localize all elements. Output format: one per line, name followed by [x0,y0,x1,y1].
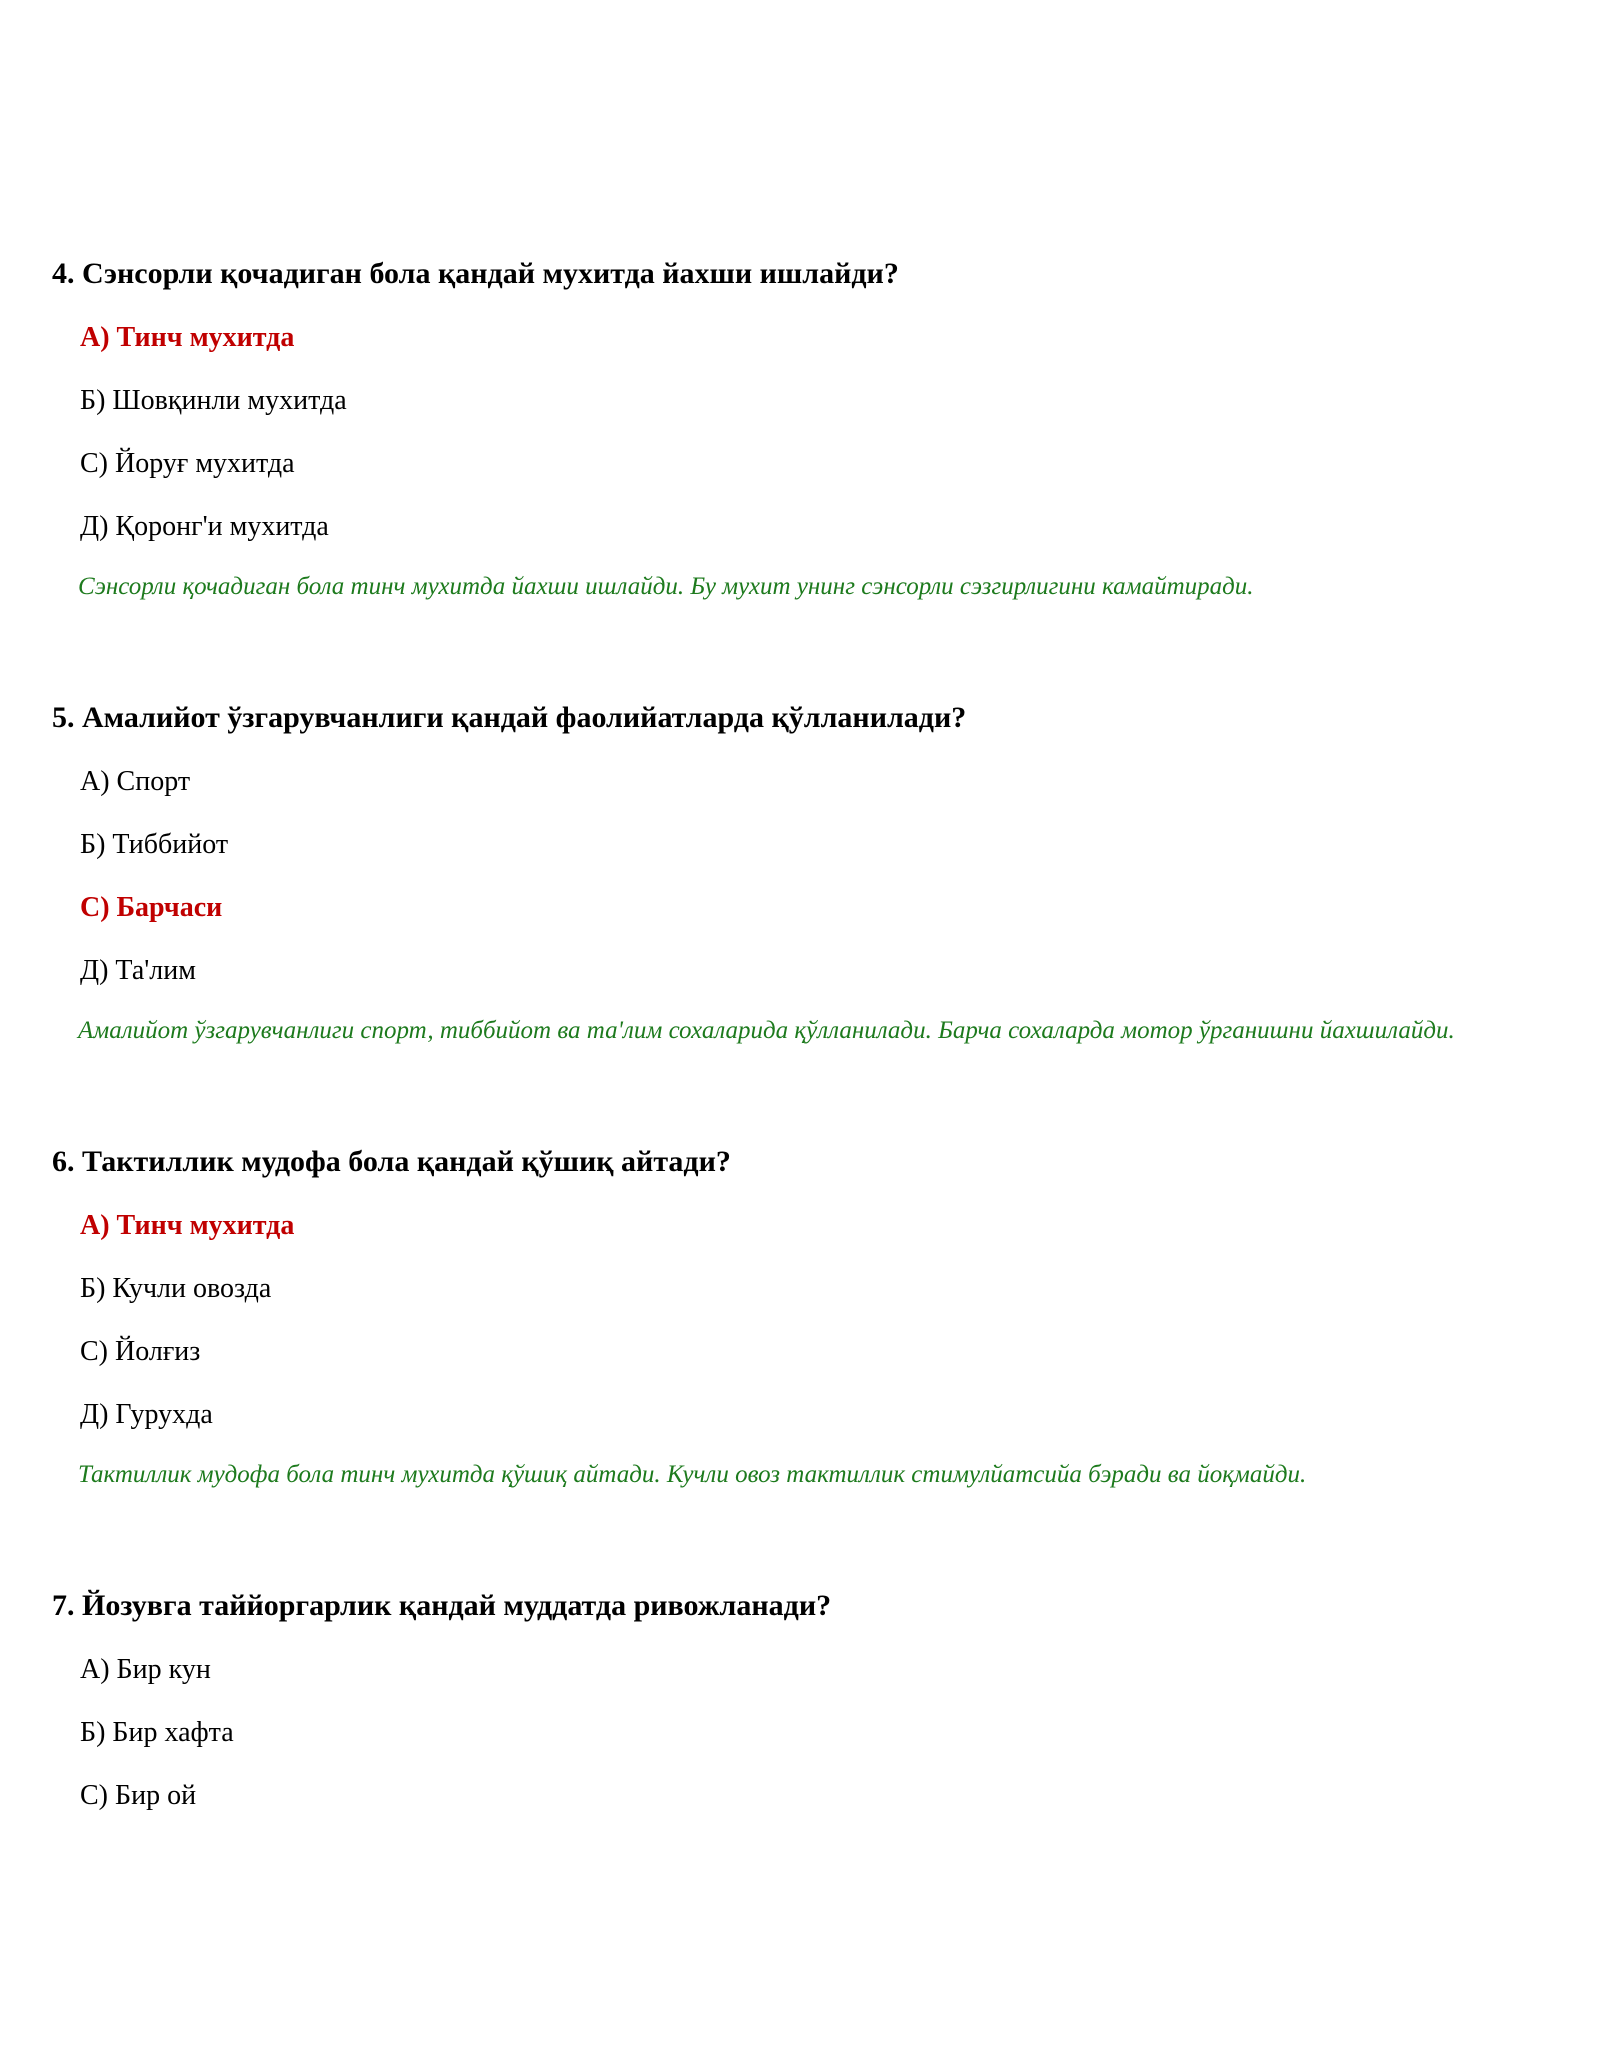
option-b: Б) Шовқинли мухитда [80,385,347,416]
answer-explanation: Сэнсорли қочадиган бола тинч мухитда йахши ишлайди. Бу мухит унинг сэнсорли сэзгирлигини камайтиради. [78,573,1254,600]
option-a-correct: A) Тинч мухитда [80,1210,295,1241]
answer-explanation: Амалийот ўзгарувчанлиги спорт, тиббийот ва та'лим сохаларида қўлланилади. Барча сохаларда мотор ўрганишни йахшилайди. [78,1017,1455,1044]
question-text: 7. Йозувга таййоргарлик қандай муддатда ривожланади? [52,1589,832,1622]
answer-explanation: Тактиллик мудофа бола тинч мухитда қўшиқ айтади. Кучли овоз тактиллик стимулйатсийа бэради ва йоқмайди. [78,1461,1307,1488]
question-text: 5. Амалийот ўзгарувчанлиги қандай фаолийатларда қўлланилади? [52,701,967,734]
question-text: 4. Сэнсорли қочадиган бола қандай мухитда йахши ишлайди? [52,257,899,290]
option-c: C) Йолғиз [80,1336,201,1367]
option-c: C) Бир ой [80,1780,197,1811]
option-b: Б) Бир хафта [80,1717,234,1748]
option-a: A) Бир кун [80,1654,211,1685]
option-b: Б) Кучли овозда [80,1273,272,1304]
option-c-correct: C) Барчаси [80,892,223,923]
option-a-correct: A) Тинч мухитда [80,322,295,353]
option-c: C) Йоруғ мухитда [80,448,295,479]
option-d: Д) Қоронг'и мухитда [80,511,329,542]
question-text: 6. Тактиллик мудофа бола қандай қўшиқ айтади? [52,1145,731,1178]
option-b: Б) Тиббийот [80,829,229,860]
option-d: Д) Гурухда [80,1399,213,1430]
option-a: A) Спорт [80,766,191,797]
option-d: Д) Та'лим [80,955,196,986]
